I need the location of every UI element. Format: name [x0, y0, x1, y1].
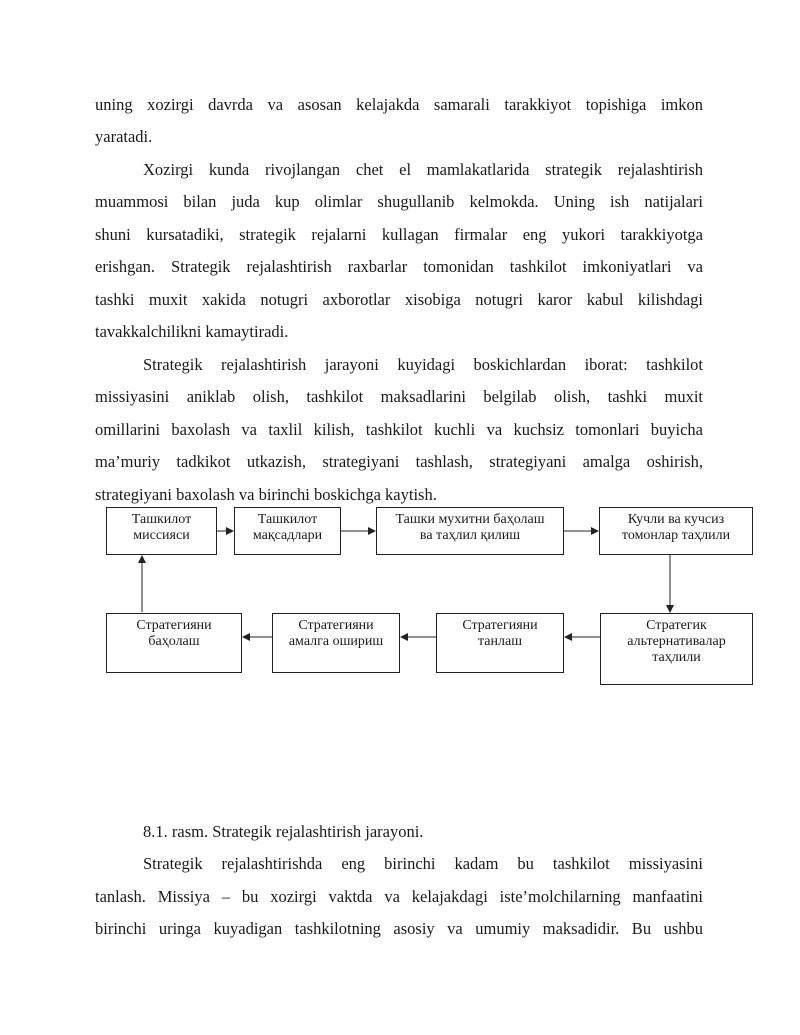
paragraph-line: uning xozirgi davrda va asosan kelajakda samarali tarakkiyot topishiga imkon: [95, 95, 703, 114]
box-strategy-selection: Стратегияни танлаш: [436, 613, 564, 673]
paragraph-line: erishgan. Strategik rejalashtirish raxbarlar tomonidan tashkilot imkoniyatlari va: [95, 257, 703, 276]
paragraph-line: strategiyani baxolash va birinchi boskichga kaytish.: [95, 485, 437, 504]
paragraph-line: Strategik rejalashtirishda eng birinchi kadam bu tashkilot missiyasini: [143, 854, 703, 873]
box-mission: Ташкилот миссияси: [106, 507, 217, 555]
box-strategy-implementation: Стратегияни амалга ошириш: [272, 613, 400, 673]
paragraph-line: tashki muxit xakida notugri axborotlar xisobiga notugri karor kabul kilishdagi: [95, 290, 703, 309]
box-strengths-weaknesses: Кучли ва кучсиз томонлар таҳлили: [599, 507, 753, 555]
paragraph-line: ma’muriy tadkikot utkazish, strategiyani tashlash, strategiyani amalga oshirish,: [95, 452, 703, 471]
paragraph-line: tanlash. Missiya – bu xozirgi vaktda va kelajakdagi iste’molchilarning manfaatini: [95, 887, 703, 906]
box-strategy-evaluation: Стратегияни баҳолаш: [106, 613, 242, 673]
box-goals: Ташкилот мақсадлари: [234, 507, 341, 555]
box-environment-analysis: Ташки мухитни баҳолаш ва таҳлил қилиш: [376, 507, 564, 555]
paragraph-line: Strategik rejalashtirish jarayoni kuyidagi boskichlardan iborat: tashkilot: [143, 355, 703, 374]
paragraph-line: shuni kursatadiki, strategik rejalarni kullagan firmalar eng yukori tarakkiyotga: [95, 225, 703, 244]
figure-caption: 8.1. rasm. Strategik rejalashtirish jarayoni.: [143, 822, 424, 841]
paragraph-line: missiyasini aniklab olish, tashkilot maksadlarini belgilab olish, tashki muxit: [95, 387, 703, 406]
paragraph-line: tavakkalchilikni kamaytiradi.: [95, 322, 289, 341]
paragraph-line: muammosi bilan juda kup olimlar shugullanib kelmokda. Uning ish natijalari: [95, 192, 703, 211]
paragraph-line: omillarini baxolash va taxlil kilish, tashkilot kuchli va kuchsiz tomonlari buyicha: [95, 420, 703, 439]
paragraph-line: Xozirgi kunda rivojlangan chet el mamlakatlarida strategik rejalashtirish: [143, 160, 703, 179]
paragraph-line: birinchi uringa kuyadigan tashkilotning asosiy va umumiy maksadidir. Bu ushbu: [95, 919, 703, 938]
box-strategic-alternatives: Стратегик альтернативалар таҳлили: [600, 613, 753, 685]
paragraph-line: yaratadi.: [95, 127, 153, 146]
